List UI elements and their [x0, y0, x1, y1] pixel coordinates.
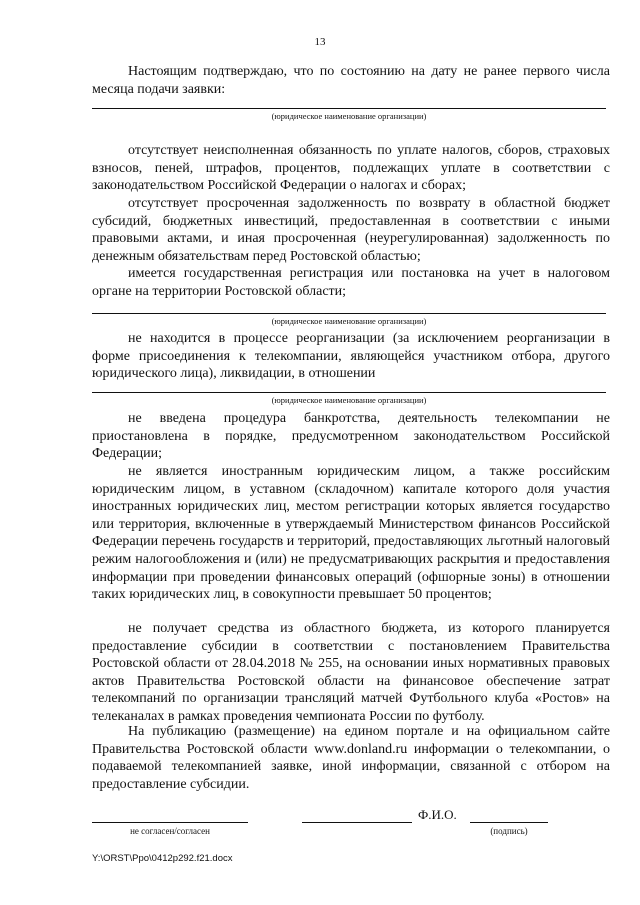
signature-line[interactable]: [302, 822, 412, 823]
item-no-bankruptcy: не введена процедура банкротства, деятельность телекомпании не приостановлена в порядке, предусмотренном законодательством Российской Федерации;: [92, 411, 610, 462]
item-registration: имеется государственная регистрация или постановка на учет в налоговом органе на территории Ростовской области;: [92, 266, 610, 299]
org-name-line-3: [92, 392, 606, 393]
footer-file-path: Y:\ORST\Ppo\0412p292.f21.docx: [92, 853, 233, 864]
item-not-foreign: не является иностранным юридическим лицом, а также российским юридическим лицом, в уставном (складочном) капитале которого доля участия иностранных юридических лиц, местом регистрации которых является государство или территория, включенные в утверждаемый Министерством финансов Российской Федерации перечень государств и территорий, предоставляющих льготный налоговый режим налогообложения и (или) не предусматривающих раскрытия и предоставления информации при проведении финансовых операций (офшорные зоны) в отношении таких юридических лиц, в совокупности превышает 50 процентов;: [92, 464, 610, 603]
org-name-line-2: [92, 313, 606, 314]
item-no-tax-debt: отсутствует неисполненная обязанность по уплате налогов, сборов, страховых взносов, пеней, штрафов, процентов, подлежащих уплате в соответствии с законодательством Российской Федерации о налогах и сборах;: [92, 143, 610, 194]
fio-label: Ф.И.О.: [418, 807, 457, 822]
page-number: 13: [314, 36, 326, 48]
org-name-caption-2: (юридическое наименование организации): [271, 316, 427, 326]
item-no-reorganization: не находится в процессе реорганизации (за исключением реорганизации в форме присоединения к телекомпании, являющейся участником отбора, другого юридического лица), ликвидации, в отношении: [92, 331, 610, 382]
publication-consent-paragraph: На публикацию (размещение) на едином портале и на официальном сайте Правительства Ростовской области www.donland.ru информации о телекомпании, о подаваемой телекомпанией заявке, иной информации, связанной с отбором на предоставление субсидии.: [92, 724, 610, 792]
org-name-line-1: [92, 108, 606, 109]
fio-line[interactable]: [470, 822, 548, 823]
org-name-caption-1: (юридическое наименование организации): [271, 111, 427, 121]
consent-caption: не согласен/согласен: [130, 826, 210, 836]
org-name-caption-3: (юридическое наименование организации): [271, 395, 427, 405]
item-no-overdue-debt: отсутствует просроченная задолженность по возврату в областной бюджет субсидий, бюджетных инвестиций, предоставленная в соответствии с иными правовыми актами, и иная просроченная (неурегулированная) задолженность по денежным обязательствам перед Ростовской областью;: [92, 196, 610, 264]
intro-paragraph: Настоящим подтверждаю, что по состоянию на дату не ранее первого числа месяца подачи заявки:: [92, 64, 610, 97]
item-no-other-funds: не получает средства из областного бюджета, из которого планируется предоставление субсидии в соответствии с постановлением Правительства Ростовской области от 28.04.2018 № 255, на основании иных нормативных правовых актов Правительства Ростовской области на финансовое обеспечение затрат телекомпаний по организации трансляций матчей Футбольного клуба «Ростов» на телеканалах в рамках проведения чемпионата России по футболу.: [92, 621, 610, 724]
consent-line[interactable]: [92, 822, 248, 823]
signature-caption: (подпись): [490, 826, 528, 836]
